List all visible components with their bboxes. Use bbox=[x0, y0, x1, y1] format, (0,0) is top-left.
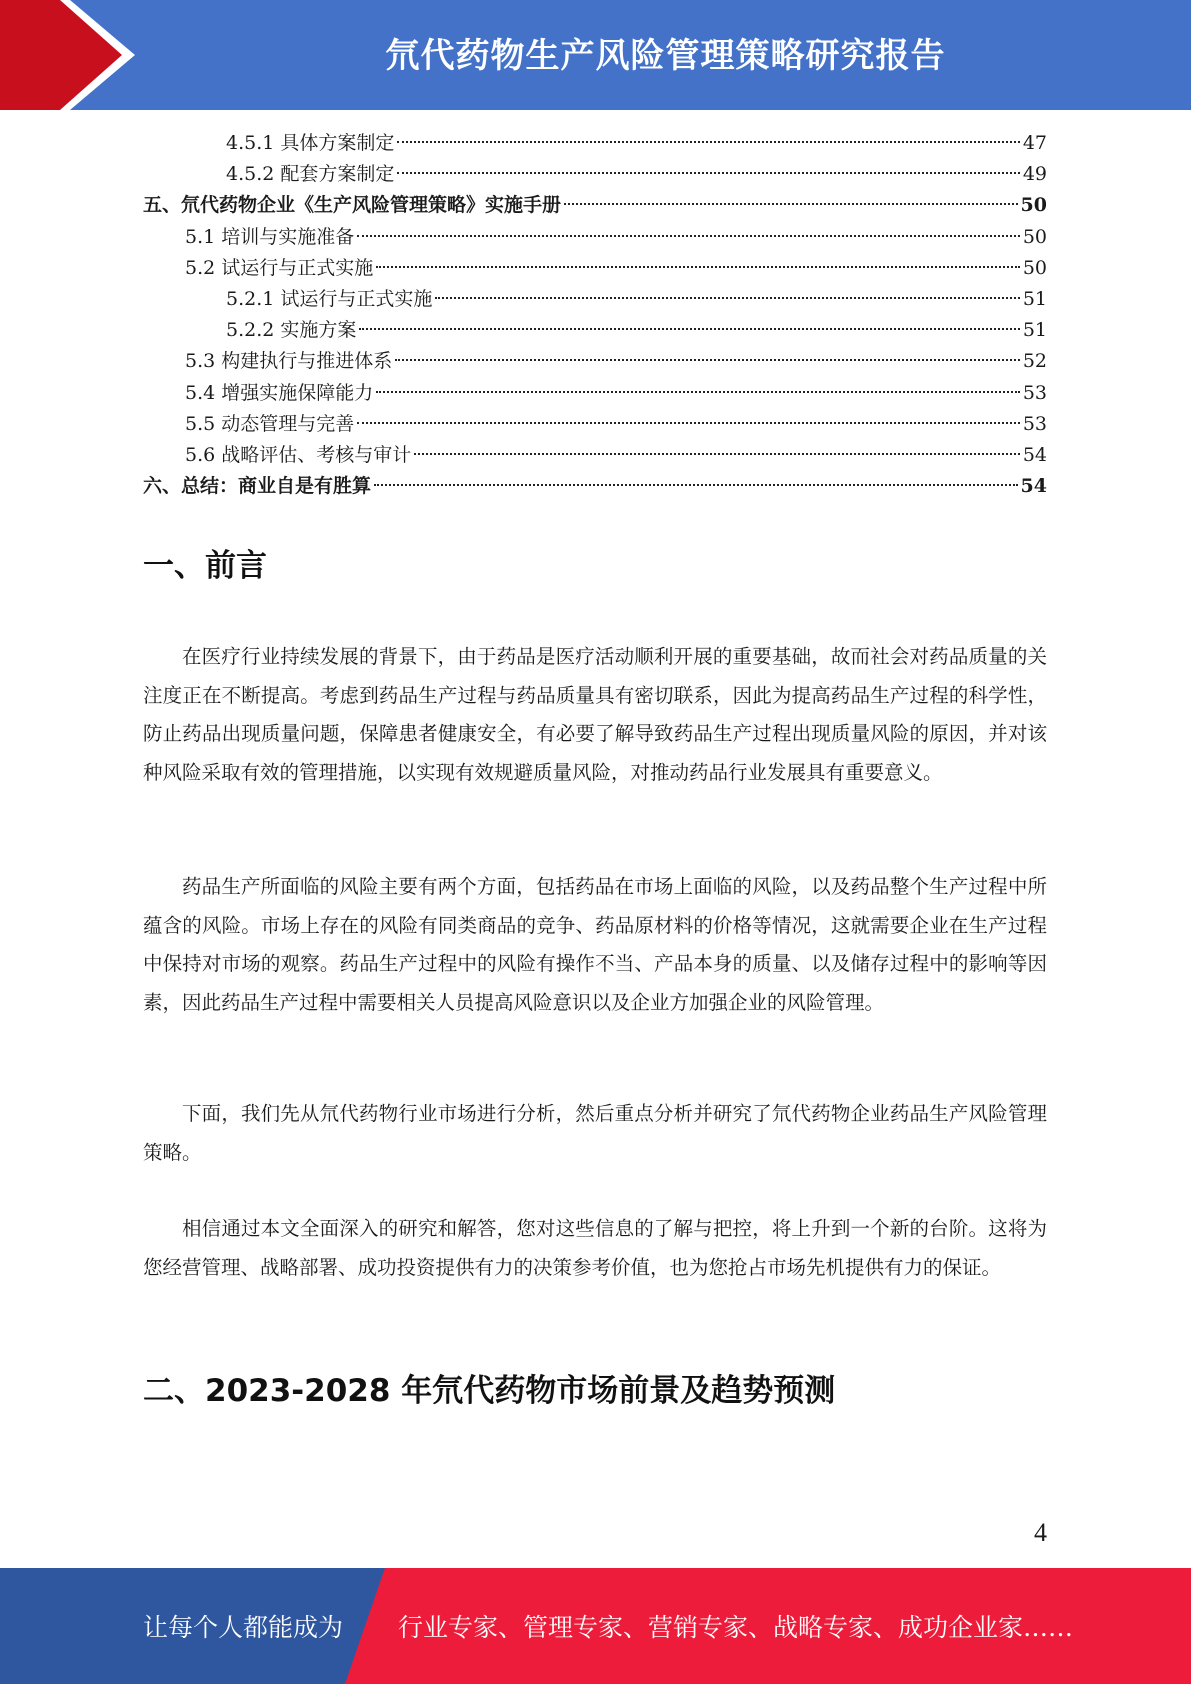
toc-entry-title: 五、氘代药物企业《生产风险管理策略》实施手册 bbox=[143, 194, 562, 217]
toc-dot-leader bbox=[357, 422, 1020, 424]
toc-entry[interactable] bbox=[143, 378, 1047, 409]
toc-dot-leader bbox=[395, 359, 1020, 361]
toc-entry-title: 5.2.2 实施方案 bbox=[226, 319, 357, 342]
footer-slogan-right: 行业专家、管理专家、营销专家、战略专家、成功企业家…… bbox=[398, 1613, 1074, 1642]
toc-entry[interactable] bbox=[143, 190, 1047, 221]
toc-entry-page: 54 bbox=[1020, 475, 1047, 498]
toc-entry-title: 六、总结：商业自是有胜算 bbox=[143, 475, 372, 498]
toc-entry[interactable] bbox=[143, 409, 1047, 440]
toc-dot-leader bbox=[397, 141, 1019, 143]
page-footer bbox=[0, 1568, 1191, 1684]
toc-entry-page: 51 bbox=[1022, 287, 1047, 310]
section-heading-market-forecast: 二、2023-2028 年氘代药物市场前景及趋势预测 bbox=[143, 1373, 836, 1409]
toc-entry[interactable] bbox=[143, 159, 1047, 190]
toc-entry[interactable] bbox=[143, 440, 1047, 471]
header-chevron-decoration bbox=[0, 0, 150, 110]
toc-dot-leader bbox=[376, 266, 1020, 268]
toc-entry-page: 53 bbox=[1022, 412, 1047, 435]
toc-entry[interactable] bbox=[143, 284, 1047, 315]
toc-entry-page: 50 bbox=[1022, 225, 1047, 248]
page-header bbox=[0, 0, 1191, 110]
toc-entry-title: 5.6 战略评估、考核与审计 bbox=[185, 443, 412, 466]
toc-dot-leader bbox=[414, 453, 1020, 455]
toc-entry[interactable] bbox=[143, 222, 1047, 253]
toc-entry-title: 5.2.1 试运行与正式实施 bbox=[226, 287, 433, 310]
toc-dot-leader bbox=[397, 172, 1019, 174]
body-paragraph: 在医疗行业持续发展的背景下，由于药品是医疗活动顺利开展的重要基础，故而社会对药品质量的关注度正在不断提高。考虑到药品生产过程与药品质量具有密切联系，因此为提高药品生产过程的科学性，防止药品出现质量问题，保障患者健康安全，有必要了解导致药品生产过程出现质量风险的原因，并对该种风险采取有效的管理措施，以实现有效规避质量风险，对推动药品行业发展具有重要意义。 bbox=[143, 645, 1047, 784]
body-paragraph: 药品生产所面临的风险主要有两个方面，包括药品在市场上面临的风险，以及药品整个生产过程中所蕴含的风险。市场上存在的风险有同类商品的竞争、药品原材料的价格等情况，这就需要企业在生产过程中保持对市场的观察。药品生产过程中的风险有操作不当、产品本身的质量、以及储存过程中的影响等因素，因此药品生产过程中需要相关人员提高风险意识以及企业方加强企业的风险管理。 bbox=[143, 875, 1047, 1014]
footer-slogan-left: 让每个人都能成为 bbox=[143, 1613, 344, 1642]
toc-dot-leader bbox=[435, 297, 1019, 299]
section-heading-foreword: 一、前言 bbox=[143, 548, 267, 584]
toc-entry[interactable] bbox=[143, 346, 1047, 377]
body-paragraph: 下面，我们先从氘代药物行业市场进行分析，然后重点分析并研究了氘代药物企业药品生产风险管理策略。 bbox=[143, 1102, 1047, 1164]
toc-dot-leader bbox=[374, 484, 1018, 486]
toc-dot-leader bbox=[357, 235, 1020, 237]
toc-entry-title: 5.5 动态管理与完善 bbox=[185, 412, 355, 435]
page-number: 4 bbox=[1034, 1518, 1047, 1547]
toc-entry-title: 5.4 增强实施保障能力 bbox=[185, 381, 374, 404]
table-of-contents bbox=[143, 128, 1047, 502]
toc-entry-page: 53 bbox=[1022, 381, 1047, 404]
toc-dot-leader bbox=[376, 391, 1020, 393]
toc-entry[interactable] bbox=[143, 315, 1047, 346]
toc-entry-title: 4.5.2 配套方案制定 bbox=[226, 163, 395, 186]
toc-entry-page: 54 bbox=[1022, 443, 1047, 466]
toc-entry-title: 5.3 构建执行与推进体系 bbox=[185, 350, 393, 373]
toc-entry-page: 47 bbox=[1022, 132, 1047, 154]
toc-entry-page: 52 bbox=[1022, 350, 1047, 373]
toc-entry-page: 50 bbox=[1020, 194, 1047, 217]
toc-dot-leader bbox=[359, 328, 1019, 330]
toc-entry[interactable] bbox=[143, 471, 1047, 502]
toc-entry-title: 4.5.1 具体方案制定 bbox=[226, 132, 395, 154]
toc-entry-title: 5.1 培训与实施准备 bbox=[185, 225, 355, 248]
toc-entry-title: 5.2 试运行与正式实施 bbox=[185, 256, 374, 279]
toc-entry-page: 49 bbox=[1022, 163, 1047, 186]
report-title: 氘代药物生产风险管理策略研究报告 bbox=[385, 36, 946, 76]
toc-entry-page: 50 bbox=[1022, 256, 1047, 279]
toc-entry[interactable] bbox=[143, 128, 1047, 159]
toc-entry-page: 51 bbox=[1022, 319, 1047, 342]
body-paragraph: 相信通过本文全面深入的研究和解答，您对这些信息的了解与把控，将上升到一个新的台阶。这将为您经营管理、战略部署、成功投资提供有力的决策参考价值，也为您抢占市场先机提供有力的保证。 bbox=[143, 1217, 1047, 1279]
toc-dot-leader bbox=[564, 203, 1018, 205]
toc-entry[interactable] bbox=[143, 253, 1047, 284]
